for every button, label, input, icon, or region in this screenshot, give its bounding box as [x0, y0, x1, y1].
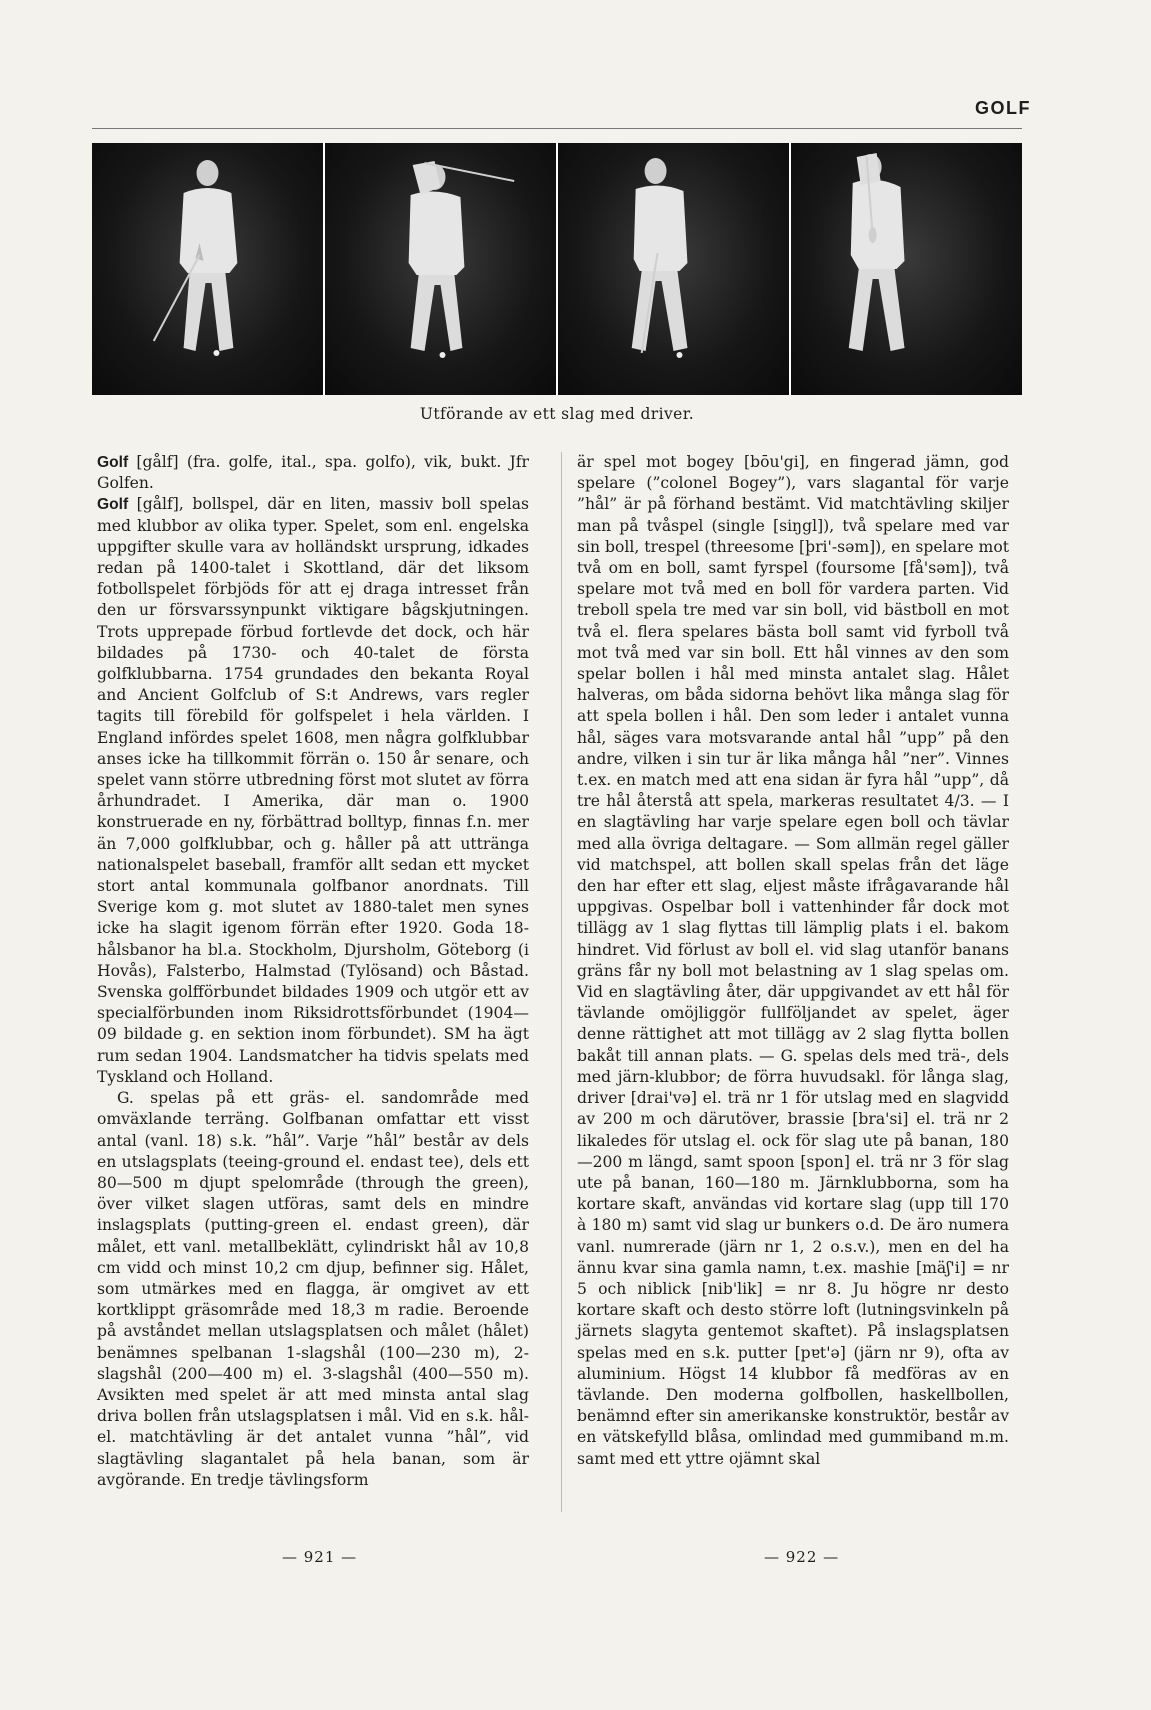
running-title: GOLF [975, 98, 1031, 118]
text-column-right [577, 452, 1009, 1470]
entry-text: [gålf] (fra. golfe, ital., spa. golfo), vik, bukt. Jfr Golfen. [97, 453, 529, 493]
golfer-impact-icon [558, 143, 789, 395]
entry-text: G. spelas på ett gräs- el. sandområde med omväxlande terräng. Golfbanan omfattar ett visst antal (vanl. 18) s.k. ”hål”. Varje ”hål” består av dels en utslagsplats (teeing-ground el. endast tee), dels ett 80—500 m djupt spelområde (through the green), över vilket slagen utföras, samt dels en mindre inslagsplats (putting-green el. endast green), där målet, ett vanl. metallbeklätt, cylindriskt hål av 10,8 cm vidd och minst 10,2 cm djup, befinner sig. Hålet, som utmärkes med en flagga, är omgivet av ett kortklippt gräsområde med 18,3 m radie. Beroende på avståndet mellan utslagsplatsen och målet (hålet) benämnes spelbanan 1-slagshål (100—230 m), 2-slagshål (200—400 m) el. 3-slagshål (400—550 m). Avsikten med spelet är att med minsta antal slag driva bollen från utslagsplatsen i mål. Vid en s.k. hål- el. matchtävling är det antalet vunna ”hål”, vid slagtävling slagantalet på hela banan, som är avgörande. En tredje tävlingsform [97, 1089, 529, 1489]
paragraph-rules [97, 1088, 529, 1491]
photo-follow-through [791, 143, 1022, 395]
page-number-right: — 922 — [764, 1548, 840, 1566]
entry-golf-bay [97, 452, 529, 494]
column-divider [561, 452, 562, 1512]
page-number-left: — 921 — [282, 1548, 358, 1566]
entry-text: är spel mot bogey [bōu'gi], en fingerad jämn, god spelare (”colonel Bogey”), vars slagantal för varje ”hål” är på förhand bestämt. Vid matchtävling skiljer man på tvåspel (single [siŋgl]), två spelare med var sin boll, trespel (threesome [þri'-səm]), en spelare mot två om en boll, samt fyrspel (foursome [få'səm]), två spelare mot två med en boll för vardera parten. Vid treboll spela tre med var sin boll, vid bästboll en mot två el. flera spelares bästa boll samt vid fyrboll två mot två med var sin boll. Ett hål vinnes av den som spelar bollen i hål med minsta antalet slag. Hålet halveras, om båda sidorna behövt lika många slag för att spela bollen i hål. Den som leder i antalet vunna hål, säges vara motsvarande antal hål ”upp” på den andre, vilken i sin tur är lika många hål ”ner”. Vinnes t.ex. en match med att ena sidan är fyra hål ”upp”, då tre hål återstå att spela, markeras resultatet 4/3. — I en slagtävling har varje spelare egen boll och tävlar med alla övriga deltagare. — Som allmän regel gäller vid matchspel, att bollen skall spelas från det läge den har efter ett slag, eljest måste ifrågavarande hål uppgivas. Ospelbar boll i vattenhinder får dock mot tillägg av 1 slag flyttas till lämplig plats i el. bakom hindret. Vid förlust av boll el. vid slag utanför banans gräns får ny boll mot belastning av 1 slag spelas om. Vid en slagtävling åter, där uppgivandet av ett hål för tävlande omöjliggör fullföljandet av spelet, äger denne rättighet att mot tillägg av 2 slag flytta bollen bakåt till annan plats. — G. spelas dels med trä-, dels med järn-klubbor; de förra huvudsakl. för långa slag, driver [drai'və] el. trä nr 1 för utslag med en slagvidd av 200 m och därutöver, brassie [bra'si] el. trä nr 2 likaledes för utslag el. ock för slag ute på banan, 180—200 m längd, samt spoon [spon] el. trä nr 3 för slag ute på banan, 160—180 m. Järnklubborna, som ha kortare skaft, användas vid kortare slag (upp till 170 à 180 m) samt vid slag ur bunkers o.d. De äro numera vanl. numrerade (järn nr 1, 2 o.s.v.), men en del ha ännu kvar sina gamla namn, t.ex. mashie [mäʃ'i] = nr 5 och niblick [nib'lik] = nr 8. Ju högre nr desto kortare skaft och desto större loft (lutningsvinkeln på järnets slagyta gentemot skaftet). På inslagsplatsen spelas med en s.k. putter [pɐt'ə] (järn nr 9), ofta av aluminium. Högst 14 klubbor få medföras av en tävlande. Den moderna golfbollen, haskellbollen, benämnd efter sin amerikanske konstruktör, består av en vätskefylld blåsa, omlindad med gummiband m.m. samt med ett yttre ojämnt skal [577, 453, 1009, 1468]
photo-strip [92, 143, 1022, 395]
figure-caption: Utförande av ett slag med driver. [419, 405, 695, 423]
entry-headword: Golf [97, 496, 129, 514]
paragraph-continuation [577, 452, 1009, 1470]
golfer-address-icon [92, 143, 323, 395]
entry-golf-game [97, 494, 529, 1088]
header-rule [92, 128, 1022, 129]
golfer-backswing-icon [325, 143, 556, 395]
photo-backswing-top [325, 143, 556, 395]
photo-address-position [92, 143, 323, 395]
entry-text: [gålf], bollspel, där en liten, massiv boll spelas med klubbor av olika typer. Spelet, som enl. engelska uppgifter skulle vara av holländskt ursprung, idkades redan på 1400-talet i Skottland, där det liksom fotbollspelet förbjöds för att ej draga intresset från den ur försvarssynpunkt viktigare bågskjutningen. Trots upprepade förbud fortlevde det dock, och här bildades på 1730- och 40-talet de första golfklubbarna. 1754 grundades den bekanta Royal and Ancient Golfclub of S:t Andrews, vars regler tagits till förebild för golfspelet i hela världen. I England infördes spelet 1608, men några golfklubbar anses icke ha tillkommit förrän o. 150 år senare, och spelet vann större utbredning först mot slutet av förra århundradet. I Amerika, där man o. 1900 konstruerade en ny, förbättrad bolltyp, finnas f.n. mer än 7,000 golfklubbar, och g. håller på att uttränga nationalspelet baseball, framför allt sedan ett mycket stort antal kommunala golfbanor anordnats. Till Sverige kom g. mot slutet av 1880-talet men synes icke ha slagit igenom förrän efter 1920. Goda 18-hålsbanor ha bl.a. Stockholm, Djursholm, Göteborg (i Hovås), Falsterbo, Halmstad (Tylösand) och Båstad. Svenska golfförbundet bildades 1909 och utgör ett av specialförbunden inom Riksidrottsförbundet (1904—09 bildade g. en sektion inom förbundet). SM ha ägt rum sedan 1904. Landsmatcher ha tidvis spelats med Tyskland och Holland. [97, 495, 529, 1086]
entry-headword: Golf [97, 454, 129, 471]
golfer-follow-through-icon [791, 143, 1022, 395]
text-column-left [97, 452, 529, 1491]
photo-impact [558, 143, 789, 395]
